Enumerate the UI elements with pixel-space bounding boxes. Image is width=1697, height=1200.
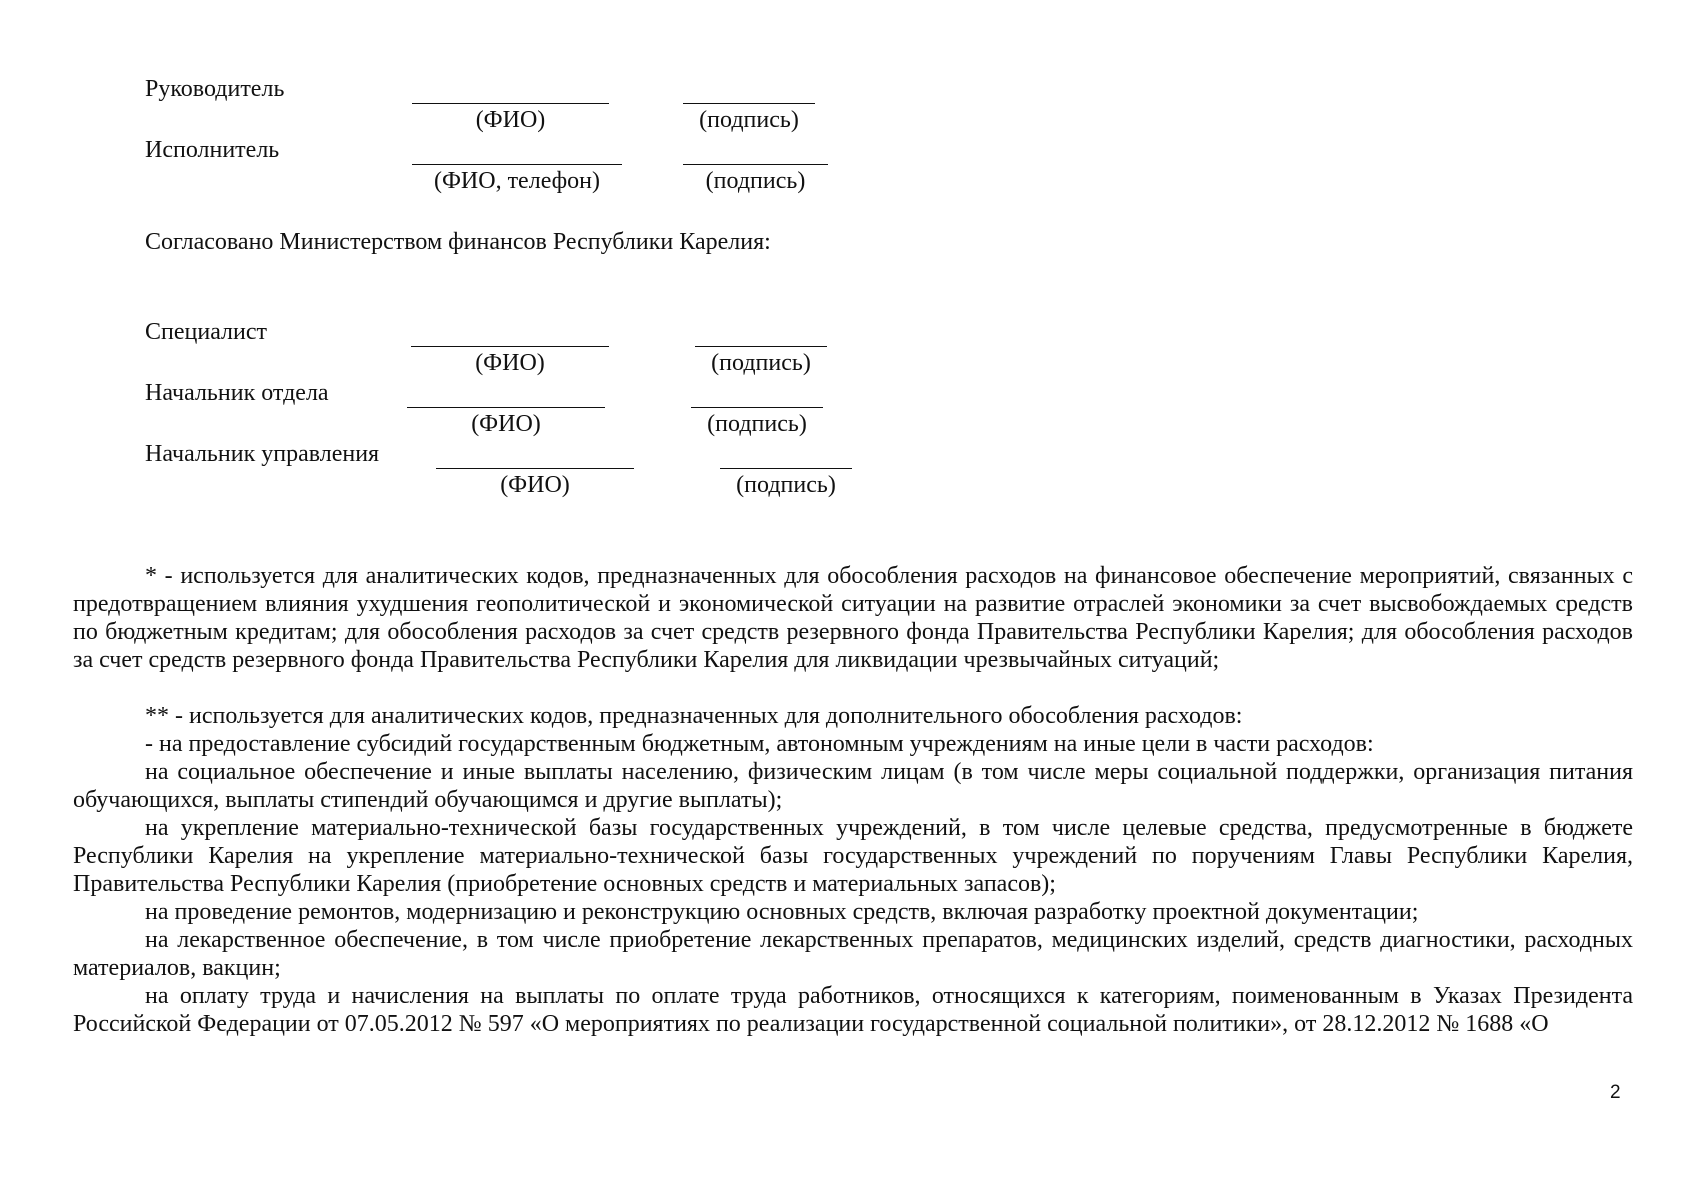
footnote-single-asterisk: * - используется для аналитических кодов, предназначенных для обособления расходов на финансовое обеспечение мероприятий, связанных с предотвращением влияния ухудшения геополитической и экономической ситуации на развитие отраслей экономики за счет высвобождаемых средств по бюджетным кредитам; для обособления расходов за счет средств резервного фонда Правительства Республики Карелия; для обособления расходов за счет средств резервного фонда Правительства Республики Карелия для ликвидации чрезвычайных ситуаций; [73,563,1633,673]
page-number: 2 [1610,1082,1621,1103]
footnote-social-payments: на социальное обеспечение и иные выплаты населению, физическим лицам (в том числе меры социальной поддержки, организация питания обучающихся, выплаты стипендий обучающимся и другие выплаты); [73,759,1633,813]
head-fio-line [412,103,609,104]
head-fio-caption: (ФИО) [475,107,546,133]
footnote-subsidies: - на предоставление субсидий государственным бюджетным, автономным учреждениям на иные цели в части расходов: [145,731,1374,757]
dept-head-sign-line [691,407,823,408]
footnote-gap [73,674,1633,702]
executor-fio-caption: (ФИО, телефон) [433,168,601,194]
head-sign-line [683,103,815,104]
dept-head-fio-caption: (ФИО) [471,411,541,437]
executor-fio-line [412,164,622,165]
dept-head-fio-line [407,407,605,408]
admin-head-fio-line [436,468,634,469]
dept-head-sign-caption: (подпись) [707,411,807,437]
specialist-sign-caption: (подпись) [711,350,811,376]
head-label: Руководитель [145,76,285,102]
footnote-salaries: на оплату труда и начисления на выплаты по оплате труда работников, относящихся к категориям, поименованным в Указах Президента Российской Федерации от 07.05.2012 № 597 «О мероприятиях по реализации государственной социальной политики», от 28.12.2012 № 1688 «О [73,983,1633,1037]
specialist-fio-caption: (ФИО) [475,350,545,376]
executor-label: Исполнитель [145,137,280,163]
executor-sign-line [683,164,828,165]
specialist-label: Специалист [145,319,268,345]
footnote-material-base: на укрепление материально-технической базы государственных учреждений, в том числе целевые средства, предусмотренные в бюджете Республики Карелия на укрепление материально-технической базы государственных учреждений по поручениям Главы Республики Карелия, Правительства Республики Карелия (приобретение основных средств и материальных запасов); [73,815,1633,897]
head-sign-caption: (подпись) [699,107,799,133]
agreed-heading: Согласовано Министерством финансов Республики Карелия: [145,229,771,255]
specialist-fio-line [411,346,609,347]
admin-head-fio-caption: (ФИО) [500,472,570,498]
admin-head-sign-caption: (подпись) [736,472,836,498]
specialist-sign-line [695,346,827,347]
footnotes [73,562,1633,1038]
footnote-repairs: на проведение ремонтов, модернизацию и реконструкцию основных средств, включая разработку проектной документации; [145,899,1419,925]
executor-sign-caption: (подпись) [705,168,806,194]
dept-head-label: Начальник отдела [145,380,329,406]
footnote-medicines: на лекарственное обеспечение, в том числе приобретение лекарственных препаратов, медицинских изделий, средств диагностики, расходных материалов, вакцин; [73,927,1633,981]
admin-head-sign-line [720,468,852,469]
admin-head-label: Начальник управления [145,441,380,467]
footnote-double-asterisk: ** - используется для аналитических кодов, предназначенных для дополнительного обособления расходов: [145,703,1243,729]
